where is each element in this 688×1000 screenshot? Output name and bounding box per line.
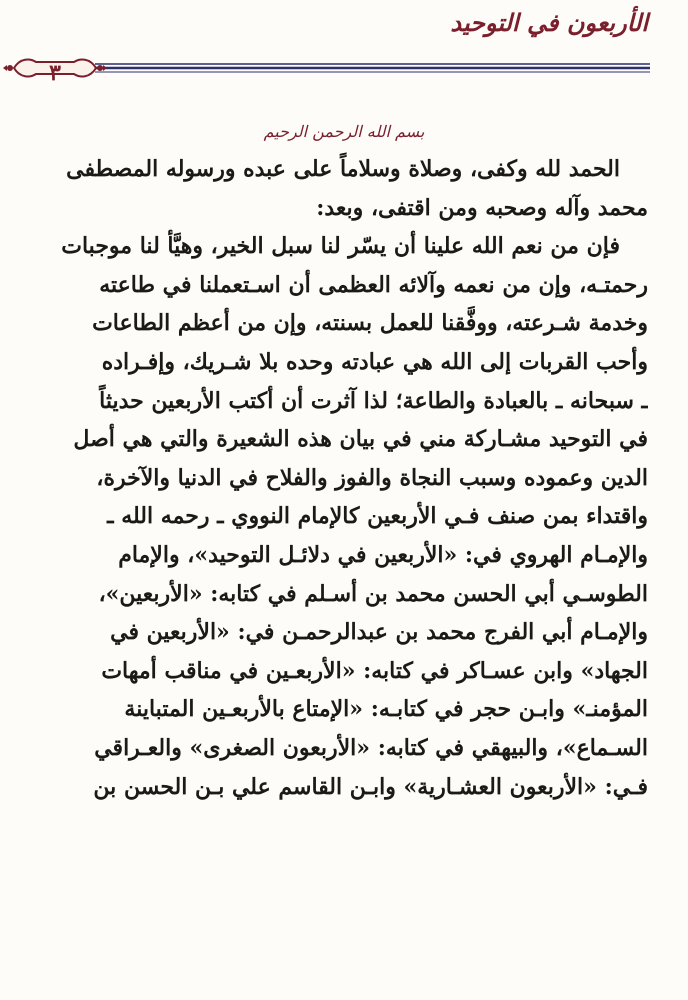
running-title: الأربعون في التوحيد (450, 8, 648, 37)
text-line: الحمد لله وكفى، وصلاة وسلاماً على عبده ورسوله المصطفى (66, 156, 620, 182)
page-number: ٣ (49, 60, 61, 86)
text-line: في التوحيد مشـاركة مني في بيان هذه الشعيرة والتي هي أصل (73, 426, 648, 453)
text-line: المؤمنـ» وابـن حجر في كتابـه: «الإمتاع بالأربعـين المتباينة (124, 696, 648, 723)
text-line: فإن من نعم الله علينا أن يسّر لنا سبل الخير، وهيَّأ لنا موجبات (61, 233, 620, 260)
page-header (0, 0, 688, 100)
text-line: فـي: «الأربعون العشـارية» وابـن القاسم علي بـن الحسن بن (93, 773, 648, 800)
text-line: الدين وعموده وسبب النجاة والفوز والفلاح في الدنيا والآخرة، (96, 464, 648, 491)
body-text (26, 150, 648, 806)
text-line: وأحب القربات إلى الله هي عبادته وحده بلا شـريك، وإفـراده (101, 348, 648, 375)
text-line: واقتداء بمن صنف فـي الأربعين كالإمام النووي ـ رحمه الله ـ (107, 503, 648, 530)
basmala: بسم الله الرحمن الرحيم (263, 122, 425, 141)
text-line: وخدمة شـرعته، ووفَّقنا للعمل بسنته، وإن من أعظم الطاعات (92, 310, 648, 337)
text-line: السـماع»، والبيهقي في كتابه: «الأربعون الصغرى» والعـراقي (94, 734, 648, 761)
text-line: الجهاد» وابن عسـاكر في كتابه: «الأربعـين في مناقب أمهات (101, 657, 648, 684)
text-line: والإمـام الهروي في: «الأربعين في دلائـل التوحيد»، والإمام (118, 541, 648, 568)
header-rule (0, 56, 688, 96)
text-line: رحمتـه، وإن من نعمه وآلائه العظمى أن اسـتعملنا في طاعته (99, 271, 648, 298)
text-line: محمد وآله وصحبه ومن اقتفى، وبعد: (316, 194, 648, 221)
text-line: الطوسـي أبي الحسن محمد بن أسـلم في كتابه: «الأربعين»، (98, 580, 648, 607)
text-line: والإمـام أبي الفرج محمد بن عبدالرحمـن في: «الأربعين في (110, 619, 648, 646)
text-line: ـ سبحانه ـ بالعبادة والطاعة؛ لذا آثرت أن أكتب الأربعين حديثاً (99, 387, 648, 414)
